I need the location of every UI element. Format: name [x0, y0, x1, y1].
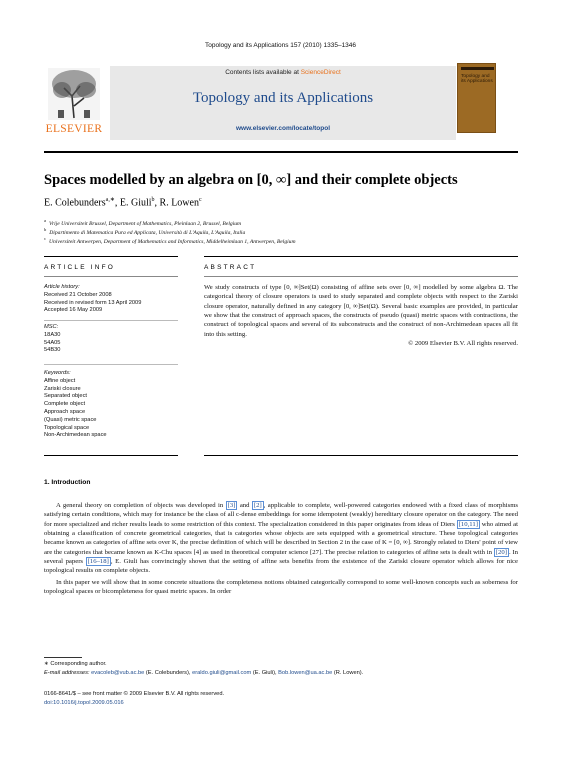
history-entry: Accepted 16 May 2009: [44, 307, 103, 314]
keyword: Zariski closure: [44, 385, 81, 392]
email-link[interactable]: eraldo.giuli@gmail.com: [192, 669, 252, 676]
abstract-text: We study constructs of type [0, ∞]Set(Ω) consisting of affine sets over [0, ∞] modelled by some algebra Ω. The categorical theory of closure operators is used to study separated and complete objects with respect to the Zariski closure operator, naturally defined in any category [0, ∞]Set(Ω). Several basic examples are provided, in particular we show that the construct of approach spaces, the constructs of pseudo (quasi) metric spaces with contractions, the construct of topological spaces and several of its subconstructs and the construct of non-Archimedean spaces all fit into this setting.: [204, 284, 518, 338]
abstract-heading: ABSTRACT: [204, 264, 257, 271]
info-divider: [44, 320, 178, 321]
abstract-copyright: © 2009 Elsevier B.V. All rights reserved.: [408, 340, 518, 348]
footnote-rule: [44, 657, 82, 658]
journal-cover-image: [457, 63, 496, 133]
email-line: [44, 669, 518, 678]
journal-banner: [110, 66, 456, 140]
abstract-rule: [204, 256, 518, 257]
contents-prefix: Contents lists available at: [225, 69, 301, 76]
affiliation-text: Universiteit Antwerpen, Department of Mathematics and Informatics, Middelheimlaan 1, Antwerpen, Belgium: [49, 238, 296, 245]
keyword: Complete object: [44, 401, 86, 408]
email-link[interactable]: evacoleb@vub.ac.be: [91, 669, 145, 676]
text-run: and: [237, 502, 252, 509]
header-rule: [44, 151, 518, 153]
author-name: R. Lowen: [159, 197, 199, 209]
corresponding-author-note: [44, 660, 518, 669]
keyword: Topological space: [44, 424, 90, 431]
affiliation: [44, 218, 241, 227]
email-link[interactable]: Bob.lowen@ua.ac.be: [278, 669, 333, 676]
citation-link[interactable]: [20]: [495, 548, 507, 556]
text-run: , E. Giuli has convincingly shown that the setting of affine sets benefits from the existence of the Zariski closure operator which allows for nice topological results on complete objects.: [44, 558, 518, 575]
history-entry: Received in revised form 13 April 2009: [44, 299, 142, 306]
article-info-subrule: [44, 276, 178, 277]
affiliation: [44, 227, 245, 236]
journal-title: Topology and its Applications: [192, 90, 374, 106]
masthead: [44, 66, 518, 140]
history-label: Article history:: [44, 284, 80, 290]
author-mark[interactable]: b: [151, 197, 155, 203]
text-run: who aimed at obtaining a classification of concrete geometrical categories, that is categories whose objects are sets equipped with a geometrical structure. These topological categories became known as categories of affine sets over K, the precise definition of which will be described in Section 2 in the case of K = [0, ∞]. Strongly related to Diers' point of view are the categories that became known as K-Chu spaces [4] as used in theoretical computer science [27]. The precise relation to categories of affine sets is dealt with in: [44, 520, 519, 556]
affiliation-mark: b: [44, 227, 47, 232]
footnote-mark: ∗: [44, 661, 49, 667]
journal-url-link[interactable]: www.elsevier.com/locate/topol: [235, 125, 331, 132]
paragraph: In this paper we will show that in some concrete situations the completeness notions obtained categorically correspond to some well-known concepts such as soberness for topological spaces or bicompleteness for quasi metric spaces. In order: [44, 578, 518, 596]
article-title: Spaces modelled by an algebra on [0, ∞] and their complete objects: [44, 172, 458, 188]
doi-link[interactable]: doi:10.1016/j.topol.2009.05.016: [44, 699, 124, 706]
keywords: [44, 370, 178, 440]
email-label: E-mail addresses:: [44, 669, 92, 676]
page-footer: [44, 690, 224, 707]
article-info-end-rule: [44, 455, 178, 456]
email-owner: (E. Giuli),: [251, 669, 279, 676]
text-run: , applicable to complete, well-powered categories endowed with a fixed class of morphisms satisfying certain conditions, which may for instance be the class of all c-dense embeddings for some idempotent (weakly) hereditary closure operator on the category. The need for more specialized and richer results leads to some restriction of this context. The specialization considered in this paper originates from ideas of Diers: [44, 502, 518, 528]
affiliation-text: Vrije Universiteit Brussel, Department of Mathematics, Pleinlaan 2, Brussel, Belgium: [49, 220, 242, 227]
msc-code: 18A30: [44, 331, 61, 338]
section-heading-introduction: 1. Introduction: [44, 479, 91, 486]
citation-link[interactable]: [16–18]: [87, 558, 109, 566]
citation-link[interactable]: [3]: [227, 502, 236, 509]
footnote: [44, 660, 518, 677]
author-name: E. Colebunders: [44, 197, 106, 209]
citation-link[interactable]: [10,11]: [458, 520, 478, 528]
msc-codes: [44, 324, 178, 355]
author-mark[interactable]: a,∗: [105, 197, 115, 203]
msc-label: MSC:: [44, 324, 59, 330]
sciencedirect-link[interactable]: ScienceDirect: [300, 69, 341, 76]
msc-code: 54B30: [44, 347, 61, 354]
email-owner: (E. Colebunders),: [144, 669, 193, 676]
article-info-heading: ARTICLE INFO: [44, 264, 116, 271]
publisher-name: ELSEVIER: [45, 123, 103, 135]
keyword: Non-Archimedean space: [44, 432, 107, 439]
cover-title: Topology and its Applications: [461, 74, 493, 85]
history-entry: Received 21 October 2008: [44, 291, 112, 298]
abstract-subrule: [204, 276, 518, 277]
email-owner: (R. Lowen).: [332, 669, 364, 676]
journal-reference: Topology and its Applications 157 (2010) 1335–1346: [204, 42, 357, 49]
cover-band: [461, 67, 494, 70]
affiliation: [44, 236, 296, 245]
text-run: A general theory on completion of objects was developed in: [56, 502, 226, 509]
keywords-label: Keywords:: [44, 370, 71, 376]
citation-link[interactable]: [2]: [253, 502, 262, 509]
msc-code: 54A05: [44, 339, 61, 346]
keyword: (Quasi) metric space: [44, 416, 97, 423]
abstract-body: [204, 283, 518, 348]
introduction-body: [44, 501, 518, 598]
keyword: Approach space: [44, 408, 86, 415]
abstract-end-rule: [204, 455, 518, 456]
paragraph: [44, 501, 518, 576]
footnote-label: Corresponding author.: [50, 661, 107, 667]
author-list: E. Colebunders$^{a,∗}$, E. Giuli$^b$, R. Lowen$^c$: [44, 197, 202, 209]
issn-line: 0166-8641/$ – see front matter © 2009 Elsevier B.V. All rights reserved.: [44, 691, 225, 697]
info-divider: [44, 364, 178, 365]
text-run: . In several papers: [44, 548, 518, 566]
contents-line: [110, 69, 456, 76]
affiliation-text: Dipartimento di Matematica Pura ed Applicata, Università di L'Aquila, L'Aquila, Italia: [49, 229, 246, 236]
author-mark[interactable]: c: [198, 197, 202, 203]
article-info-rule: [44, 256, 178, 257]
affiliation-mark: a: [44, 218, 46, 223]
article-history: [44, 284, 178, 315]
keyword: Affine object: [44, 377, 76, 384]
keyword: Separated object: [44, 393, 88, 400]
affiliation-mark: c: [44, 236, 46, 241]
author-name: E. Giuli: [119, 197, 152, 209]
